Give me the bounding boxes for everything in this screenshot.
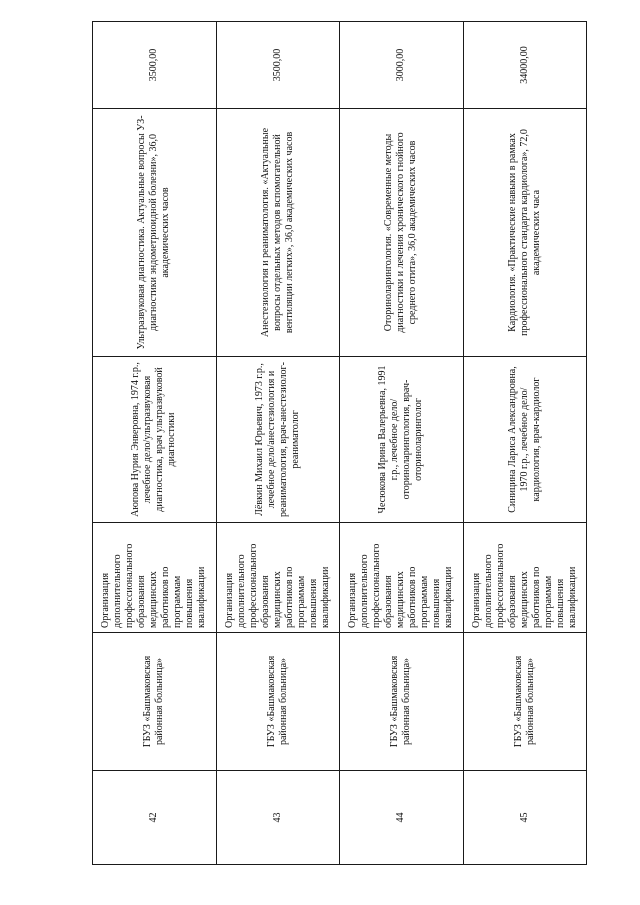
price-cell: 3500,00	[93, 22, 217, 109]
price-cell: 3000,00	[340, 22, 464, 109]
service-type-cell: Организация дополнительного профессионального образования медицинских работников по программам повышения квалификации	[93, 523, 217, 633]
training-table	[92, 21, 587, 865]
specialist-cell: Лёвкин Михаил Юрьевич, 1973 г.р., лечебное дело/анестезиология и реаниматология, врач-анестезиолог-реаниматолог	[216, 357, 340, 523]
table-row	[340, 22, 464, 865]
course-cell: Анестезиология и реаниматология. «Актуальные вопросы отдельных методов вспомогательной вентиляции легких», 36,0 академических часов	[216, 109, 340, 357]
specialist-cell: Аюпова Нурия Энверовна, 1974 г.р., лечебное дело/ультразвуковая диагностика, врач ультразвуковой диагностики	[93, 357, 217, 523]
service-type-cell: Организация дополнительного профессионального образования медицинских работников по программам повышения квалификации	[340, 523, 464, 633]
organization-cell: ГБУЗ «Башмаковская районная больница»	[463, 633, 587, 771]
specialist-cell: Чесюкова Ирина Валерьевна, 1991 г.р., лечебное дело/оториноларингология, врач-оториноларинголог	[340, 357, 464, 523]
row-number: 43	[216, 771, 340, 865]
table-row	[93, 22, 217, 865]
course-cell: Оториноларингология. «Современные методы диагностики и лечения хронического гнойного среднего отита», 36,0 академических часов	[340, 109, 464, 357]
price-cell: 34000,00	[463, 22, 587, 109]
table-row	[463, 22, 587, 865]
row-number: 45	[463, 771, 587, 865]
row-number: 42	[93, 771, 217, 865]
course-cell: Кардиология. «Практические навыки в рамках профессионального стандарта кардиолога», 72,0 академических часа	[463, 109, 587, 357]
course-cell: Ультразвуковая диагностика. Актуальные вопросы УЗ-диагностики эндометриоидной болезни», 36,0 академических часов	[93, 109, 217, 357]
organization-cell: ГБУЗ «Башмаковская районная больница»	[216, 633, 340, 771]
row-number: 44	[340, 771, 464, 865]
specialist-cell: Синицина Лариса Александровна, 1970 г.р., лечебное дело/ кардиология, врач-кардиолог	[463, 357, 587, 523]
organization-cell: ГБУЗ «Башмаковская районная больница»	[93, 633, 217, 771]
table-row	[216, 22, 340, 865]
service-type-cell: Организация дополнительного профессионального образования медицинских работников по программам повышения квалификации	[463, 523, 587, 633]
price-cell: 3500,00	[216, 22, 340, 109]
service-type-cell: Организация дополнительного профессионального образования медицинских работников по программам повышения квалификации	[216, 523, 340, 633]
organization-cell: ГБУЗ «Башмаковская районная больница»	[340, 633, 464, 771]
rotated-table-container	[92, 22, 587, 865]
